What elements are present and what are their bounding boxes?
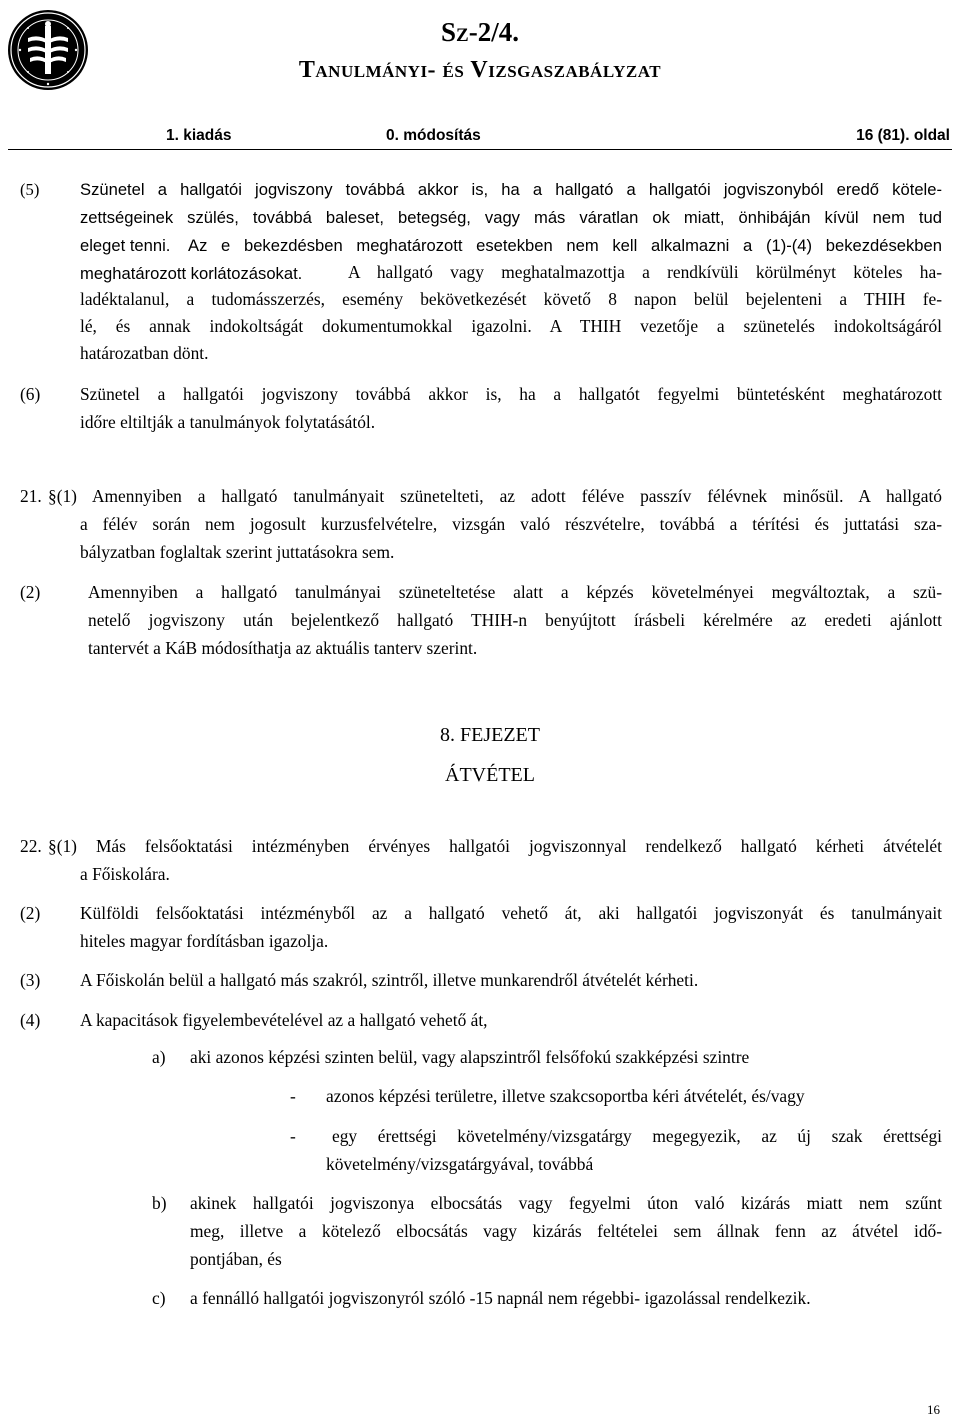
- section-21-p2-line: Amennyiben a hallgató tanulmányai szüneteltetése alatt a képzés követelményei megváltoztak, a szü-: [88, 582, 942, 602]
- item-b-line: pontjában, és: [190, 1249, 282, 1269]
- paragraph-6-line: időre eltiltják a tanulmányok folytatásától.: [80, 412, 376, 432]
- dash-bullet: -: [290, 1086, 296, 1106]
- paragraph-label-4: (4): [20, 1010, 41, 1030]
- paragraph-label-6: (6): [20, 384, 41, 404]
- dash-item-line: azonos képzési területre, illetve szakcsoportba kéri átvételét, és/vagy: [326, 1086, 805, 1106]
- section-21-line: bályzatban foglaltak szerint juttatásokra sem.: [80, 542, 395, 562]
- section-22-number: 22.: [20, 836, 42, 856]
- section-22-p2-line: hiteles magyar fordításban igazolja.: [80, 931, 329, 951]
- paragraph-6-line: Szünetel a hallgatói jogviszony továbbá akkor is, ha a hallgatót fegyelmi büntetésként meghatározott: [80, 384, 942, 404]
- edition-label: 1. kiadás: [166, 127, 232, 144]
- section-21-line: a félév során nem jogosult kurzusfelvételre, vizsgán való részvételre, továbbá a térítési és juttatási sza-: [80, 514, 942, 534]
- paragraph-label-2: (2): [20, 582, 41, 602]
- section-22-line: a Főiskolára.: [80, 864, 170, 884]
- section-21-number: 21.: [20, 486, 42, 506]
- paragraph-5-line: Szünetel a hallgatói jogviszony továbbá akkor is, ha a hallgató a hallgatói jogviszonyból eredő kötele-: [80, 180, 942, 199]
- document-code: Sz-2/4.: [441, 17, 519, 47]
- section-22-line: §(1) Más felsőoktatási intézményben érvényes hallgatói jogviszonnyal rendelkező hallgató kérheti átvételét: [48, 836, 942, 856]
- paragraph-5-line: Az e bekezdésben meghatározott esetekben nem kell alkalmazni a (1)-(4) bekezdésekben: [188, 236, 942, 255]
- paragraph-5-line: lé, és annak indokoltságát dokumentumokkal igazolni. A THIH vezetője a szünetelés indokoltságáról: [80, 316, 942, 336]
- section-21-p2-line: netelő jogviszony után bejelentkező hallgató THIH-n benyújtott írásbeli kérelmére az eredeti ajánlott: [88, 610, 942, 630]
- paragraph-label-3: (3): [20, 970, 41, 990]
- dash-item-line: egy érettségi követelmény/vizsgatárgy megegyezik, az új szak érettségi: [332, 1126, 942, 1146]
- paragraph-label-2: (2): [20, 903, 41, 923]
- section-22-p2-line: Külföldi felsőoktatási intézményből az a hallgató vehető át, aki hallgatói jogviszonyát és tanulmányait: [80, 903, 942, 923]
- section-22-p4-line: A kapacitások figyelembevételével az a hallgató vehető át,: [80, 1010, 488, 1030]
- paragraph-label-5: (5): [20, 180, 40, 199]
- chapter-title: ÁTVÉTEL: [445, 764, 535, 786]
- modification-label: 0. módosítás: [386, 127, 481, 144]
- document-title: Tanulmányi- és Vizsgaszabályzat: [298, 57, 662, 83]
- paragraph-5-line: meghatározott korlátozásokat.: [80, 264, 303, 283]
- chapter-number: 8. FEJEZET: [440, 724, 540, 746]
- paragraph-5-line: eleget tenni.: [80, 236, 171, 255]
- item-c-line: a fennálló hallgatói jogviszonyról szóló -15 napnál nem régebbi- igazolással rendelkezik.: [190, 1288, 811, 1308]
- paragraph-5-line: zettségeinek szülés, továbbá baleset, betegség, vagy más váratlan ok miatt, önhibáján kívül nem tud: [80, 208, 942, 227]
- item-label-c: c): [152, 1288, 166, 1308]
- section-22-p3-line: A Főiskolán belül a hallgató más szakról, szintről, illetve munkarendről átvételét kérheti.: [80, 970, 699, 990]
- item-label-a: a): [152, 1047, 166, 1067]
- page-number: 16: [927, 1402, 940, 1417]
- item-b-line: akinek hallgatói jogviszonya elbocsátás vagy fegyelmi úton való kizárás miatt nem szűnt: [190, 1193, 942, 1213]
- page-reference: 16 (81). oldal: [856, 127, 950, 144]
- item-label-b: b): [152, 1193, 167, 1213]
- dash-item-line: követelmény/vizsgatárgyával, továbbá: [326, 1154, 594, 1174]
- item-b-line: meg, illetve a kötelező elbocsátás vagy kizárás feltételei sem állnak fenn az átvétel idő-: [190, 1221, 942, 1241]
- paragraph-5-line: A hallgató vagy meghatalmazottja a rendkívüli körülményt köteles ha-: [348, 262, 942, 282]
- item-a-line: aki azonos képzési szinten belül, vagy alapszintről felsőfokú szakképzési szintre: [190, 1047, 750, 1067]
- section-21-line: §(1) Amennyiben a hallgató tanulmányait szünetelteti, az adott féléve passzív félévnek minősül. A hallgató: [48, 486, 942, 506]
- paragraph-5-line: határozatban dönt.: [80, 343, 209, 363]
- paragraph-5-line: ladéktalanul, a tudomásszerzés, esemény bekövetkezését követő 8 napon belül bejelenteni a THIH fe-: [80, 289, 942, 309]
- header-divider: [8, 149, 952, 150]
- dash-bullet: -: [290, 1126, 296, 1146]
- section-21-p2-line: tantervét a KáB módosíthatja az aktuális tanterv szerint.: [88, 638, 478, 658]
